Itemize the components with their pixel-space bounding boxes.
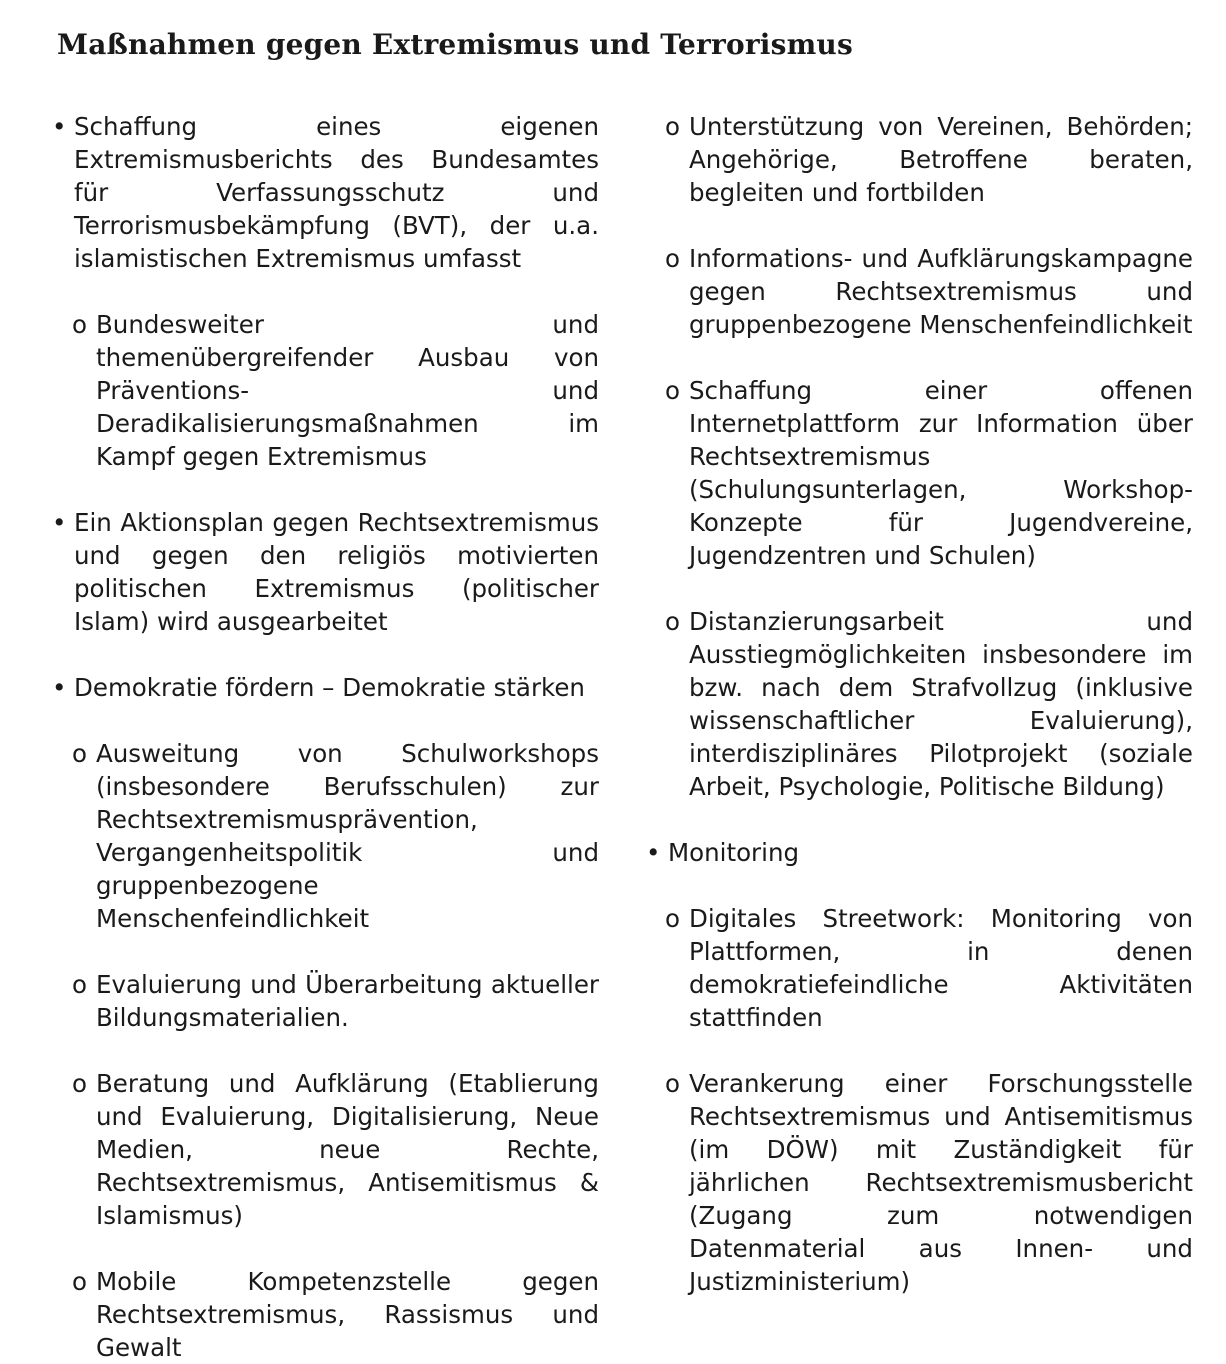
right-column xyxy=(646,110,1193,1298)
sub-list-item xyxy=(646,110,1193,209)
page-title: Maßnahmen gegen Extremismus und Terrorismus xyxy=(57,28,853,61)
sub-list-item xyxy=(52,1265,599,1364)
sub-bullet-marker: o xyxy=(72,1069,87,1098)
sub-bullet-marker: o xyxy=(665,112,680,141)
list-item-text: Schaffung eines eigenen Extremismusberichts des Bundesamtes für Verfassungsschutz und Terrorismusbekämpfung (BVT), der u.a. islamistischen Extremismus umfasst xyxy=(74,112,599,273)
sub-bullet-marker: o xyxy=(665,904,680,933)
sub-list-item xyxy=(52,308,599,473)
sub-bullet-marker: o xyxy=(72,970,87,999)
sub-bullet-marker: o xyxy=(72,739,87,768)
list-item xyxy=(52,506,599,638)
sub-list-item-text: Bundesweiter und themenübergreifender Ausbau von Präventions- und Deradikalisierungsmaßnahmen im Kampf gegen Extremismus xyxy=(96,310,599,471)
list-item xyxy=(52,671,599,704)
sub-list-item-text: Schaffung einer offenen Internetplattform zur Information über Rechtsextremismus (Schulungsunterlagen, Workshop-Konzepte für Jugendvereine, Jugendzentren und Schulen) xyxy=(689,376,1193,570)
sub-list-item xyxy=(646,374,1193,572)
sub-list-item xyxy=(52,737,599,935)
sub-list-item-text: Ausweitung von Schulworkshops (insbesondere Berufsschulen) zur Rechtsextremismusprävention, Vergangenheitspolitik und gruppenbezogene Menschenfeindlichkeit xyxy=(96,739,599,933)
sub-list-item xyxy=(52,968,599,1034)
sub-bullet-marker: o xyxy=(665,1069,680,1098)
sub-list-item-text: Verankerung einer Forschungsstelle Rechtsextremismus und Antisemitismus (im DÖW) mit Zuständigkeit für jährlichen Rechtsextremismusbericht (Zugang zum notwendigen Datenmaterial aus Innen- und Justizministerium) xyxy=(689,1069,1193,1296)
sub-bullet-marker: o xyxy=(665,376,680,405)
sub-list-item xyxy=(646,605,1193,803)
sub-list-item xyxy=(646,242,1193,341)
sub-list-item xyxy=(646,1067,1193,1298)
list-item-text: Monitoring xyxy=(668,838,800,867)
sub-list-item-text: Distanzierungsarbeit und Ausstiegmöglichkeiten insbesondere im bzw. nach dem Strafvollzug (inklusive wissenschaftlicher Evaluierung), interdisziplinäres Pilotprojekt (soziale Arbeit, Psychologie, Politische Bildung) xyxy=(689,607,1193,801)
sub-bullet-marker: o xyxy=(665,607,680,636)
bullet-marker: • xyxy=(52,508,67,537)
sub-bullet-marker: o xyxy=(72,1267,87,1296)
list-item xyxy=(646,836,1193,869)
sub-list-item-text: Unterstützung von Vereinen, Behörden; Angehörige, Betroffene beraten, begleiten und fortbilden xyxy=(689,112,1193,207)
sub-list-item-text: Beratung und Aufklärung (Etablierung und Evaluierung, Digitalisierung, Neue Medien, neue Rechte, Rechtsextremismus, Antisemitismus & Islamismus) xyxy=(96,1069,599,1230)
list-item-text: Demokratie fördern – Demokratie stärken xyxy=(74,673,585,702)
sub-bullet-marker: o xyxy=(665,244,680,273)
sub-list-item-text: Evaluierung und Überarbeitung aktueller Bildungsmaterialien. xyxy=(96,970,599,1032)
list-item-text: Ein Aktionsplan gegen Rechtsextremismus und gegen den religiös motivierten politischen Extremismus (politischer Islam) wird ausgearbeitet xyxy=(74,508,599,636)
sub-list-item xyxy=(52,1067,599,1232)
sub-list-item xyxy=(646,902,1193,1034)
bullet-marker: • xyxy=(646,838,661,867)
bullet-marker: • xyxy=(52,673,67,702)
sub-list-item-text: Mobile Kompetenzstelle gegen Rechtsextremismus, Rassismus und Gewalt xyxy=(96,1267,599,1362)
sub-list-item-text: Digitales Streetwork: Monitoring von Plattformen, in denen demokratiefeindliche Aktivitäten stattfinden xyxy=(689,904,1193,1032)
bullet-marker: • xyxy=(52,112,67,141)
sub-list-item-text: Informations- und Aufklärungskampagne gegen Rechtsextremismus und gruppenbezogene Menschenfeindlichkeit xyxy=(689,244,1193,339)
sub-bullet-marker: o xyxy=(72,310,87,339)
left-column xyxy=(52,110,599,1364)
list-item xyxy=(52,110,599,275)
